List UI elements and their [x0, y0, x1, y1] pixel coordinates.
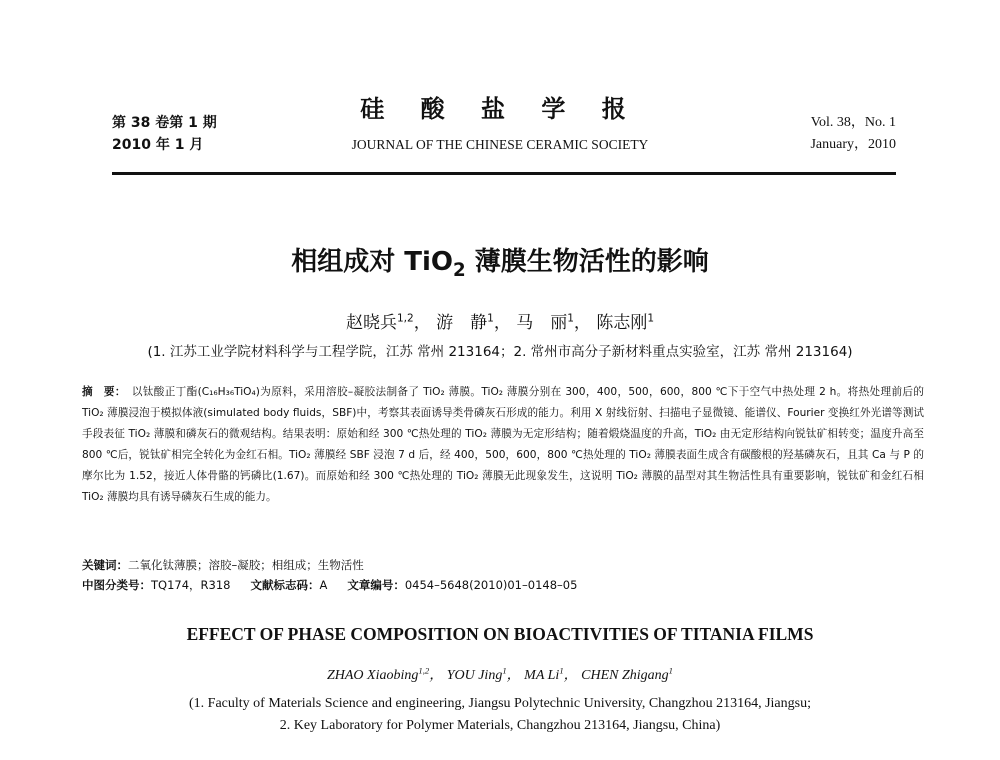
classification-line — [82, 576, 577, 594]
author-en: ZHAO Xiaobing — [326, 668, 419, 683]
journal-title-en: JOURNAL OF THE CHINESE CERAMIC SOCIETY — [351, 137, 649, 152]
author-en: CHEN Zhigang — [581, 668, 669, 683]
date-en: January，2010 — [810, 137, 896, 152]
author-cn: 游 静 — [436, 313, 488, 333]
date-cn: 2010 年 1 月 — [112, 137, 204, 153]
affiliation-en-1: (1. Faculty of Materials Science and engineering, Jiangsu Polytechnic University, Changzhou 213164, Jiangsu; — [189, 696, 811, 711]
doc-code-value: A — [319, 578, 328, 592]
author-affil-mark: 1 — [487, 312, 494, 325]
authors-en — [0, 666, 1000, 686]
authors-cn — [0, 312, 1000, 334]
volume-cn: 第 38 卷第 1 期 — [112, 115, 217, 131]
title-part-before: 相组成对 TiO — [291, 247, 454, 277]
author-separator: ， — [573, 313, 591, 333]
author-cn: 陈志刚 — [596, 313, 648, 333]
journal-title-cn: 硅 酸 盐 学 报 — [360, 95, 640, 123]
keywords — [82, 556, 364, 574]
paper-title-cn — [0, 245, 1000, 282]
volume-en: Vol. 38，No. 1 — [810, 115, 896, 130]
header-rule — [112, 172, 896, 175]
title-part-after: 薄膜生物活性的影响 — [465, 247, 709, 277]
author-cn: 马 丽 — [516, 313, 568, 333]
title-subscript: 2 — [453, 260, 466, 282]
author-affil-mark: 1 — [668, 665, 674, 676]
article-number-label: 文章编号： — [347, 578, 405, 592]
author-affil-mark: 1,2 — [396, 312, 414, 325]
author-separator: ， — [413, 313, 431, 333]
issue-info-en — [810, 112, 896, 156]
author-cn: 赵晓兵 — [345, 313, 397, 333]
clc-value: TQ174，R318 — [151, 578, 231, 592]
abstract-label: 摘 要： — [82, 386, 126, 398]
author-en: MA Li — [524, 668, 560, 683]
author-affil-mark: 1 — [567, 312, 574, 325]
author-affil-mark: 1 — [559, 665, 564, 676]
article-number-value: 0454–5648(2010)01–0148–05 — [404, 578, 578, 592]
author-affil-mark: 1 — [647, 312, 655, 325]
paper-title-en: EFFECT OF PHASE COMPOSITION ON BIOACTIVITIES OF TITANIA FILMS — [186, 624, 814, 644]
author-separator: ， — [506, 668, 521, 683]
author-separator: ， — [493, 313, 511, 333]
clc-label: 中图分类号： — [82, 578, 151, 592]
author-en: YOU Jing — [446, 668, 503, 683]
keywords-label: 关键词： — [82, 558, 128, 572]
abstract — [82, 382, 924, 508]
doc-code-label: 文献标志码： — [250, 578, 320, 592]
keywords-value: 二氧化钛薄膜；溶胶–凝胶；相组成；生物活性 — [128, 558, 364, 572]
author-separator: ， — [429, 668, 444, 683]
author-affil-mark: 1,2 — [418, 665, 430, 676]
author-separator: ， — [563, 668, 578, 683]
affiliation-cn: (1. 江苏工业学院材料科学与工程学院，江苏 常州 213164；2. 常州市高分子新材料重点实验室，江苏 常州 213164) — [147, 344, 853, 360]
affiliation-en-2: 2. Key Laboratory for Polymer Materials, Changzhou 213164, Jiangsu, China) — [279, 718, 721, 733]
author-affil-mark: 1 — [502, 665, 507, 676]
abstract-text: 以钛酸正丁酯(C₁₆H₃₆TiO₄)为原料，采用溶胶–凝胶法制备了 TiO₂ 薄膜。TiO₂ 薄膜分别在 300，400，500，600，800 ℃下于空气中热处理 2 h。将热处理前后的 TiO₂ 薄膜浸泡于模拟体液(simulated body fluids，SBF)中，考察其表面诱导类骨磷灰石形成的能力。利用 X 射线衍射、扫描电子显微镜、能谱仪、Fourier 变换红外光谱等测试手段表征 TiO₂ 薄膜和磷灰石的微观结构。结果表明：原始和经 300 ℃热处理的 TiO₂ 薄膜为无定形结构；随着煅烧温度的升高，TiO₂ 由无定形结构向锐钛矿相转变；温度升高至 800 ℃后，锐钛矿相完全转化为金红石相。TiO₂ 薄膜经 SBF 浸泡 7 d 后，经 400，500，600，800 ℃热处理的 TiO₂ 薄膜表面生成含有碳酸根的羟基磷灰石，且其 Ca 与 P 的摩尔比为 1.52，接近人体骨骼的钙磷比(1.67)。而原始和经 300 ℃热处理的 TiO₂ 薄膜无此现象发生，这说明 TiO₂ 薄膜的晶型对其生物活性具有重要影响，锐钛矿和金红石相 TiO₂ 薄膜均具有诱导磷灰石生成的能力。 — [82, 386, 924, 503]
